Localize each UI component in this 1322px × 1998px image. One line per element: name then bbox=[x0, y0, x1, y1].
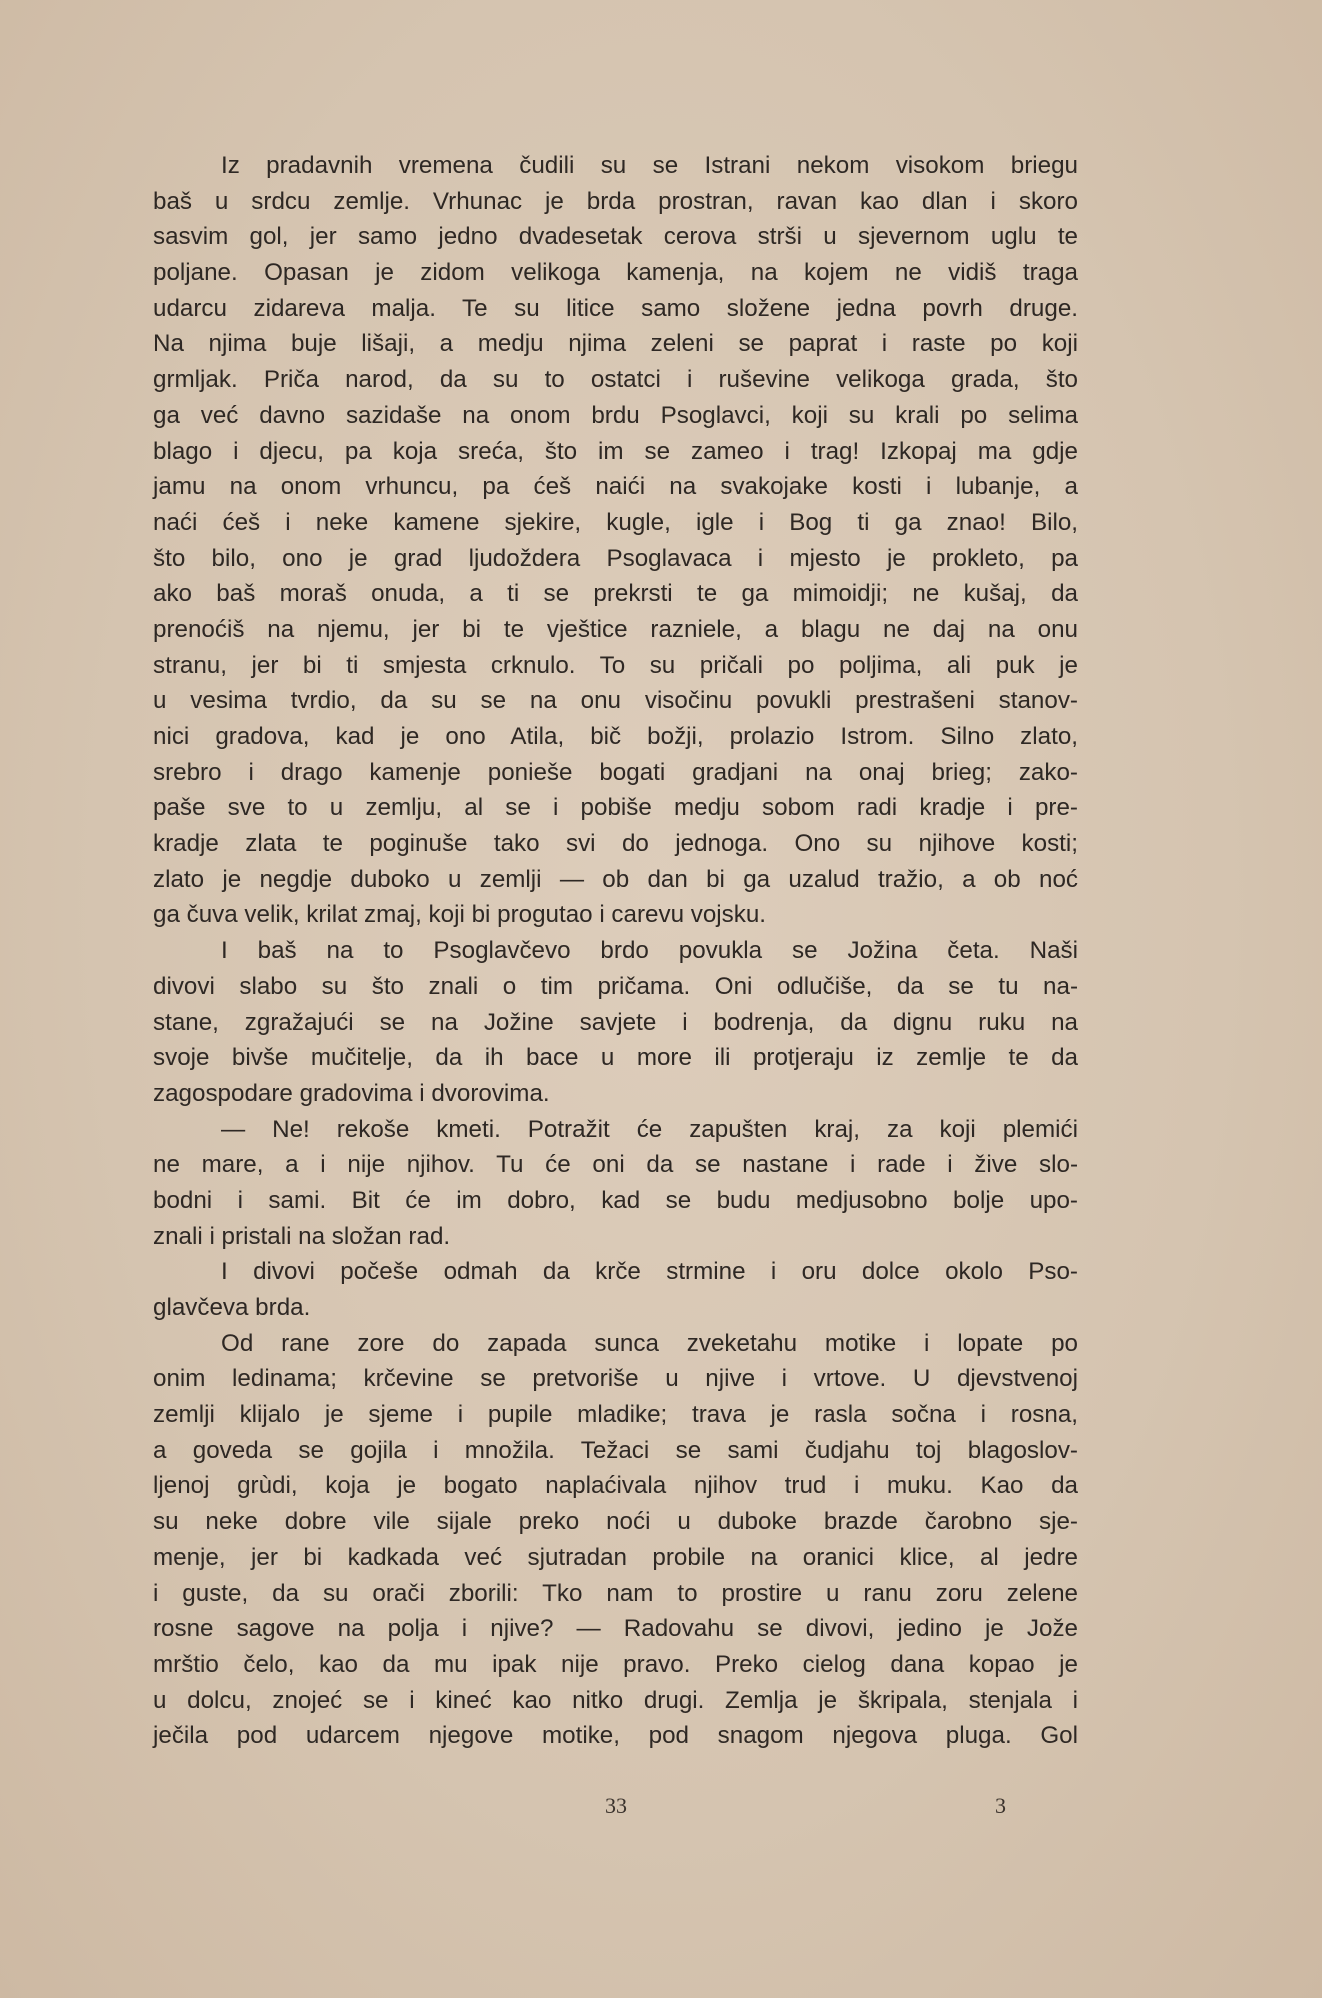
text-line: ako baš moraš onuda, a ti se prekrsti te ga mimoidji; ne kušaj, da bbox=[153, 580, 1078, 608]
text-line: srebro i drago kamenje ponieše bogati gradjani na onaj brieg; zako- bbox=[153, 758, 1078, 786]
text-line: i guste, da su orači zborili: Tko nam to prostire u ranu zoru zelene bbox=[153, 1579, 1078, 1607]
text-line: I baš na to Psoglavčevo brdo povukla se Jožina četa. Naši bbox=[221, 937, 1078, 965]
text-line: u vesima tvrdio, da su se na onu visočinu povukli prestrašeni stanov- bbox=[153, 687, 1078, 715]
text-line: I divovi počeše odmah da krče strmine i oru dolce okolo Pso- bbox=[221, 1258, 1078, 1286]
text-line: udarcu zidareva malja. Te su litice samo složene jedna povrh druge. bbox=[153, 294, 1078, 322]
text-line: ječila pod udarcem njegove motike, pod snagom njegova pluga. Gol bbox=[153, 1722, 1078, 1750]
text-line: poljane. Opasan je zidom velikoga kamenja, na kojem ne vidiš traga bbox=[153, 259, 1078, 287]
text-line: jamu na onom vrhuncu, pa ćeš naići na svakojake kosti i lubanje, a bbox=[153, 473, 1078, 501]
page-number: 33 bbox=[605, 1793, 627, 1818]
text-line: baš u srdcu zemlje. Vrhunac je brda prostran, ravan kao dlan i skoro bbox=[153, 187, 1078, 215]
text-line: Iz pradavnih vremena čudili su se Istrani nekom visokom briegu bbox=[221, 152, 1078, 179]
text-line: u dolcu, znojeć se i kineć kao nitko drugi. Zemlja je škripala, stenjala i bbox=[153, 1686, 1078, 1714]
text-line: zlato je negdje duboko u zemlji — ob dan bi ga uzalud tražio, a ob noć bbox=[153, 865, 1078, 893]
text-line: Na njima buje lišaji, a medju njima zeleni se paprat i raste po koji bbox=[153, 330, 1078, 358]
text-line: grmljak. Priča narod, da su to ostatci i ruševine velikoga grada, što bbox=[153, 366, 1078, 394]
signature-mark: 3 bbox=[995, 1793, 1006, 1818]
text-line: menje, jer bi kadkada već sjutradan probile na oranici klice, al jedre bbox=[153, 1543, 1078, 1571]
text-line: su neke dobre vile sijale preko noći u duboke brazde čarobno sje- bbox=[153, 1508, 1078, 1536]
text-line: bodni i sami. Bit će im dobro, kad se budu medjusobno bolje upo- bbox=[153, 1186, 1078, 1214]
text-line: glavčeva brda. bbox=[153, 1294, 311, 1321]
text-line: ne mare, a i nije njihov. Tu će oni da se nastane i rade i žive slo- bbox=[153, 1151, 1078, 1179]
text-line: znali i pristali na složan rad. bbox=[153, 1222, 451, 1250]
text-line: Od rane zore do zapada sunca zveketahu motike i lopate po bbox=[221, 1329, 1078, 1357]
text-line: mrštio čelo, kao da mu ipak nije pravo. Preko cielog dana kopao je bbox=[153, 1650, 1078, 1678]
text-line: ljenoj grùdi, koja je bogato naplaćivala njihov trud i muku. Kao da bbox=[153, 1472, 1078, 1500]
text-line: paše sve to u zemlju, al se i pobiše medju sobom radi kradje i pre- bbox=[153, 794, 1078, 822]
text-line: svoje bivše mučitelje, da ih bace u more ili protjeraju iz zemlje te da bbox=[153, 1044, 1078, 1072]
text-line: stane, zgražajući se na Jožine savjete i bodrenja, da dignu ruku na bbox=[153, 1008, 1078, 1036]
text-line: zagospodare gradovima i dvorovima. bbox=[153, 1079, 550, 1107]
text-line: prenoćiš na njemu, jer bi te vještice razniele, a blagu ne daj na onu bbox=[153, 615, 1078, 643]
text-line: — Ne! rekoše kmeti. Potražit će zapušten kraj, za koji plemići bbox=[221, 1115, 1078, 1143]
text-line: nici gradova, kad je ono Atila, bič božji, prolazio Istrom. Silno zlato, bbox=[153, 723, 1078, 750]
text-line: naći ćeš i neke kamene sjekire, kugle, igle i Bog ti ga znao! Bilo, bbox=[153, 508, 1078, 536]
text-line: rosne sagove na polja i njive? — Radovahu se divovi, jedino je Jože bbox=[153, 1615, 1078, 1643]
body-text bbox=[153, 148, 1078, 1754]
text-line: onim ledinama; krčevine se pretvoriše u njive i vrtove. U djevstvenoj bbox=[153, 1365, 1078, 1393]
text-line: kradje zlata te poginuše tako svi do jednoga. Ono su njihove kosti; bbox=[153, 830, 1078, 858]
text-line: zemlji klijalo je sjeme i pupile mladike; trava je rasla sočna i rosna, bbox=[153, 1401, 1078, 1429]
text-line: a goveda se gojila i množila. Težaci se sami čudjahu toj blagoslov- bbox=[153, 1436, 1078, 1464]
text-line: stranu, jer bi ti smjesta crknulo. To su pričali po poljima, ali puk je bbox=[153, 651, 1078, 679]
text-line: sasvim gol, jer samo jedno dvadesetak cerova strši u sjevernom uglu te bbox=[153, 223, 1078, 251]
text-line: što bilo, ono je grad ljudoždera Psoglavaca i mjesto je prokleto, pa bbox=[153, 544, 1078, 572]
text-line: ga čuva velik, krilat zmaj, koji bi progutao i carevu vojsku. bbox=[153, 901, 767, 929]
text-line: blago i djecu, pa koja sreća, što im se zameo i trag! Izkopaj ma gdje bbox=[153, 437, 1078, 465]
text-line: ga već davno sazidaše na onom brdu Psoglavci, koji su krali po selima bbox=[153, 401, 1078, 429]
text-line: divovi slabo su što znali o tim pričama. Oni odlučiše, da se tu na- bbox=[153, 972, 1078, 1000]
